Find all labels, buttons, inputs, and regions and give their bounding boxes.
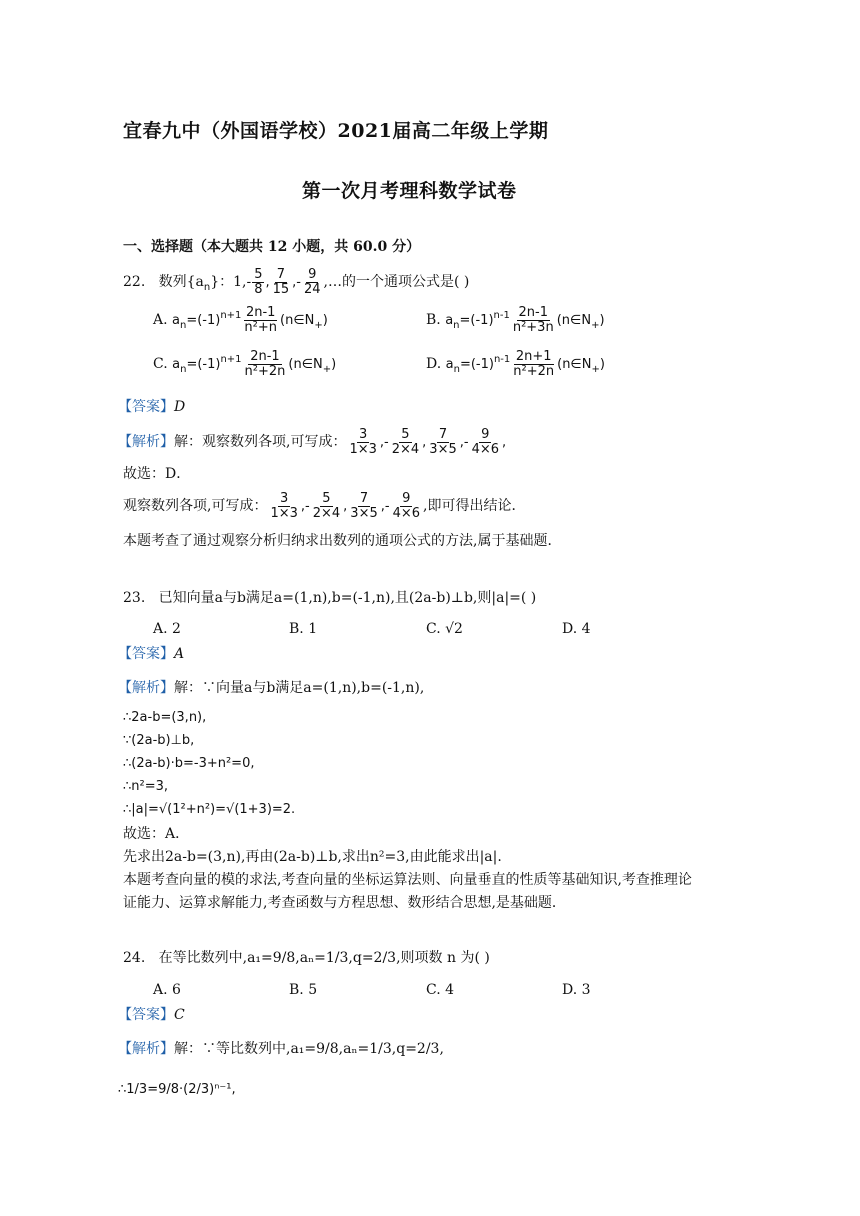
q24-option-c[interactable]: C. 4 bbox=[426, 982, 455, 998]
answer-tag: 【答案】 bbox=[118, 646, 174, 662]
q23-step-2: ∵(2a-b)⊥b, bbox=[123, 733, 195, 748]
q22-answer-value: D bbox=[174, 399, 186, 415]
q23-remark-1: 先求出2a-b=(3,n),再由(2a-b)⊥b,求出n²=3,由此能求出|a|. bbox=[123, 849, 502, 865]
q23-option-c[interactable]: C. √2 bbox=[426, 621, 463, 637]
q23-step-1: ∴2a-b=(3,n), bbox=[123, 710, 207, 725]
q23-option-d[interactable]: D. 4 bbox=[562, 621, 591, 637]
q24-analysis-intro: 解：∵等比数列中,a₁=9/8,aₙ=1/3,q=2/3, bbox=[174, 1041, 444, 1057]
q22-remark-1-suffix: ,即可得出结论． bbox=[423, 498, 526, 514]
q22-stem: 22. 数列$\{a_n\}$：1,- $\frac{5}{8}$ , $\frac{7}{15}$ ,- $\frac{9}{24}$ ,…的一个通项公式是( ) bbox=[123, 267, 470, 297]
q22-option-b[interactable]: B. $a_n=(-1)^{n-1}$ $\frac{2n-1}{\text{n²+3n}}$ $(n\in N_+)$ bbox=[426, 305, 605, 335]
q22-remark-2: 本题考查了通过观察分析归纳求出数列的通项公式的方法,属于基础题． bbox=[123, 533, 562, 549]
q22-choose: 故选：D． bbox=[123, 466, 191, 482]
answer-tag: 【答案】 bbox=[118, 399, 174, 415]
q24-number: 24. bbox=[123, 950, 146, 966]
q23-number: 23. bbox=[123, 590, 146, 606]
q22-stem-prefix: 数列{a bbox=[158, 274, 204, 290]
q24-option-b[interactable]: B. 5 bbox=[289, 982, 318, 998]
analysis-tag: 【解析】 bbox=[118, 680, 174, 696]
q22-number: 22. bbox=[123, 274, 146, 290]
q23-remark-2: 本题考查向量的模的求法,考查向量的坐标运算法则、向量垂直的性质等基础知识,考查推理论 bbox=[123, 872, 692, 888]
q22-remark-1-prefix: 观察数列各项,可写成： bbox=[123, 498, 268, 514]
q22-stem-suffix: ,…的一个通项公式是( ) bbox=[323, 274, 470, 290]
q23-stem-text: 已知向量a与b满足a=(1,n),b=(-1,n),且(2a-b)⊥b,则|a|=( ) bbox=[158, 590, 537, 606]
q23-step-3: ∴(2a-b)·b=-3+n²=0, bbox=[123, 756, 255, 771]
q23-remark-3: 证能力、运算求解能力,考查函数与方程思想、数形结合思想,是基础题． bbox=[123, 895, 566, 911]
q23-option-b[interactable]: B. 1 bbox=[289, 621, 318, 637]
answer-tag: 【答案】 bbox=[118, 1007, 174, 1023]
q23-option-a[interactable]: A. 2 bbox=[153, 621, 181, 637]
section-heading: 一、选择题（本大题共 12 小题，共 60.0 分） bbox=[123, 239, 421, 255]
q22-stem-mid: }：1, bbox=[210, 274, 247, 290]
q24-option-d[interactable]: D. 3 bbox=[562, 982, 591, 998]
q23-answer bbox=[118, 643, 184, 663]
q23-step-5: ∴|a|=√(1²+n²)=√(1+3)=2. bbox=[123, 802, 296, 817]
q23-analysis bbox=[118, 677, 424, 697]
q24-option-a[interactable]: A. 6 bbox=[153, 982, 181, 998]
q22-option-d-label: D. bbox=[426, 356, 442, 372]
q22-option-c[interactable]: C. $a_n=(-1)^{n+1}$ $\frac{2n-1}{\text{n²+2n}}$ $(n\in N_+)$ bbox=[153, 349, 337, 379]
q23-answer-value: A bbox=[174, 646, 185, 662]
q24-analysis bbox=[118, 1038, 444, 1058]
q24-answer-value: C bbox=[174, 1007, 185, 1023]
q24-answer bbox=[118, 1004, 185, 1024]
q23-choose: 故选：A． bbox=[123, 826, 190, 842]
title-line-1: 宜春九中（外国语学校）2021届高二年级上学期 bbox=[123, 120, 549, 142]
q22-option-a-label: A. bbox=[153, 312, 168, 328]
q23-stem bbox=[123, 587, 536, 607]
q24-step-1: ∴1/3=9/8·(2/3)ⁿ⁻¹, bbox=[118, 1082, 236, 1097]
q23-step-4: ∴n²=3, bbox=[123, 779, 169, 794]
analysis-tag: 【解析】 bbox=[118, 434, 174, 450]
q22-option-a[interactable]: A. $a_n=(-1)^{n+1}$ $\frac{2n-1}{\text{n²+n}}$ $(n\in N_+)$ bbox=[153, 305, 328, 335]
q22-option-b-label: B. bbox=[426, 312, 441, 328]
q23-analysis-intro: 解：∵向量a与b满足a=(1,n),b=(-1,n), bbox=[174, 680, 425, 696]
q24-stem-text: 在等比数列中,a₁=9/8,aₙ=1/3,q=2/3,则项数 n 为( ) bbox=[158, 950, 490, 966]
title-line-2: 第一次月考理科数学试卷 bbox=[302, 180, 517, 202]
q22-analysis: 【解析】解：观察数列各项,可写成： $\frac{3}{1\times 3}$ ,- $\frac{5}{2\times 4}$ , $\frac{7}{3\times 5}$ ,- $\frac{9}{4\times 6}$ , bbox=[118, 427, 507, 457]
q22-answer bbox=[118, 396, 185, 416]
q22-analysis-intro: 解：观察数列各项,可写成： bbox=[174, 434, 347, 450]
q24-stem bbox=[123, 947, 490, 967]
q22-remark-1: 观察数列各项,可写成： $\frac{3}{1\times 3}$ ,- $\frac{5}{2\times 4}$ , $\frac{7}{3\times 5}$ ,- $\frac{9}{4\times 6}$ ,即可得出结论． bbox=[123, 491, 526, 521]
analysis-tag: 【解析】 bbox=[118, 1041, 174, 1057]
q22-option-d[interactable]: D. $a_n=(-1)^{n-1}$ $\frac{2n+1}{\text{n²+2n}}$ $(n\in N_+)$ bbox=[426, 349, 605, 379]
q22-option-c-label: C. bbox=[153, 356, 168, 372]
